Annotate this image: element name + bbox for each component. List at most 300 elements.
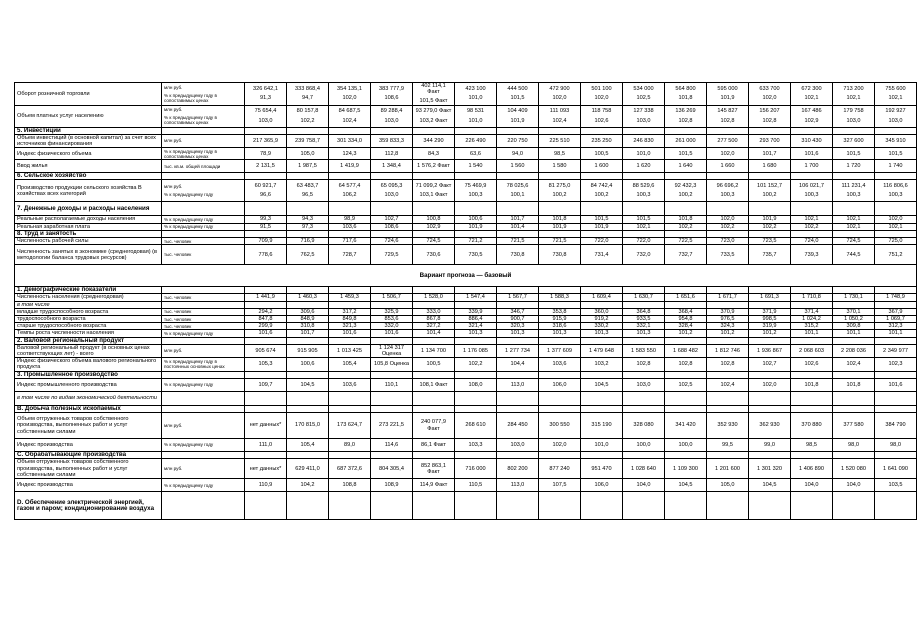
unit-label: тыс. человек (164, 323, 192, 329)
value-text: 102,9 (804, 117, 819, 124)
empty-cell (539, 337, 581, 344)
value-cell (707, 330, 749, 337)
value-text: 721,2 (468, 238, 483, 245)
empty-cell (875, 230, 917, 237)
value-cell (833, 148, 875, 160)
value-text: 359 833,3 (379, 137, 404, 144)
value-text: 315 190 (591, 422, 612, 429)
value-cell (875, 83, 917, 106)
value-cell (707, 105, 749, 127)
value-text: 84 742,4 (590, 183, 613, 190)
empty-cell (623, 391, 665, 405)
value-text: 105,8 Оценка (374, 361, 409, 368)
empty-cell (329, 391, 371, 405)
empty-cell (833, 287, 875, 294)
value-cell (287, 216, 329, 223)
value-cell (245, 459, 287, 479)
value-text: 744,5 (846, 251, 861, 258)
empty-cell (539, 173, 581, 180)
value-text: 751,2 (888, 251, 903, 258)
table-row (15, 358, 917, 371)
empty-cell (413, 287, 455, 294)
section-heading: 1. Демографические показатели (15, 287, 162, 294)
value-text: 294,2 (258, 308, 273, 315)
value-cell (413, 459, 455, 479)
value-cell (329, 105, 371, 127)
value-text: 101,0 (636, 150, 651, 157)
value-text: 101,8 (552, 216, 567, 223)
value-cell (287, 105, 329, 127)
section-heading: D. Обеспечение электрической энергией, газом и паром; кондиционирование воздуха (15, 492, 162, 520)
empty-cell (287, 337, 329, 344)
value-cell (329, 344, 371, 357)
value-cell (749, 180, 791, 202)
value-text: 1 419,9 (340, 163, 359, 170)
empty-cell (245, 371, 287, 378)
empty-cell (833, 371, 875, 378)
value-text: 318,6 (552, 323, 567, 330)
value-cell (455, 238, 497, 245)
value-text: 98,9 (344, 216, 355, 223)
value-text: 2 131,5 (256, 163, 275, 170)
value-cell (329, 83, 371, 106)
value-cell (875, 245, 917, 265)
empty-cell (371, 287, 413, 294)
value-text: 99,3 (260, 216, 271, 223)
value-cell (455, 330, 497, 337)
value-cell (623, 308, 665, 315)
value-cell (875, 479, 917, 492)
empty-cell (581, 301, 623, 308)
value-cell (581, 308, 623, 315)
empty-cell (287, 391, 329, 405)
value-text: 102,2 (300, 117, 315, 124)
empty-cell (749, 371, 791, 378)
value-text: 64 577,4 (338, 183, 361, 190)
indicator-name: Валовой региональный продукт (в основных ценах соответствующих лет) - всего (15, 344, 162, 357)
empty-cell (245, 337, 287, 344)
value-text: 104,5 (300, 381, 315, 388)
empty-cell (833, 127, 875, 134)
indicator-name: старше трудоспособного возраста (15, 323, 162, 330)
value-cell (833, 323, 875, 330)
value-cell (371, 378, 413, 391)
value-text: 96,6 (260, 192, 271, 199)
value-text: 1 109 300 (673, 465, 698, 472)
empty-cell (749, 287, 791, 294)
value-cell (413, 316, 455, 323)
section-heading: 2. Валовой региональный продукт (15, 337, 162, 344)
value-text: 101,3 (552, 330, 567, 337)
value-cell (245, 134, 287, 147)
value-cell (791, 479, 833, 492)
value-cell (329, 358, 371, 371)
empty-cell (581, 127, 623, 134)
value-cell (875, 378, 917, 391)
value-text: 2 068 603 (799, 347, 824, 354)
value-cell (875, 439, 917, 452)
empty-cell (581, 287, 623, 294)
value-text: 728,7 (342, 251, 357, 258)
empty-cell (455, 287, 497, 294)
value-cell (287, 323, 329, 330)
value-text: 1 812 746 (715, 347, 740, 354)
value-text: 101,5 (846, 150, 861, 157)
value-cell (455, 479, 497, 492)
value-cell (539, 378, 581, 391)
value-text: 368,4 (678, 308, 693, 315)
empty-cell (162, 173, 245, 180)
value-cell (497, 223, 539, 230)
value-cell (665, 358, 707, 371)
value-cell (287, 160, 329, 173)
empty-cell (875, 127, 917, 134)
value-text: 1 024,2 (802, 316, 821, 323)
value-text: 332,0 (384, 323, 399, 330)
empty-cell (497, 371, 539, 378)
empty-cell (833, 492, 875, 520)
empty-cell (245, 301, 287, 308)
value-cell (875, 223, 917, 230)
value-cell (245, 308, 287, 315)
value-text: 102,1 (804, 95, 819, 102)
value-text: 101,9 (720, 95, 735, 102)
value-text: 1 641 090 (883, 465, 908, 472)
unit-label: % к предыдущему году (164, 224, 214, 230)
value-cell (791, 323, 833, 330)
value-text: 103,0 (384, 117, 399, 124)
value-cell (539, 323, 581, 330)
value-text: 951 470 (591, 465, 612, 472)
empty-cell (162, 202, 245, 216)
value-cell (833, 223, 875, 230)
empty-cell (539, 301, 581, 308)
empty-cell (833, 391, 875, 405)
value-cell (329, 134, 371, 147)
value-text: 104,5 (678, 482, 693, 489)
value-text: 299,9 (258, 323, 273, 330)
value-cell (455, 216, 497, 223)
value-cell (623, 413, 665, 439)
value-text: 1 660 (720, 163, 735, 170)
value-cell (875, 294, 917, 301)
unit-cell (162, 316, 245, 323)
value-text: 101,0 (468, 95, 483, 102)
empty-cell (875, 405, 917, 412)
value-cell (329, 294, 371, 301)
value-cell (833, 378, 875, 391)
section-heading-row (15, 287, 917, 294)
value-cell (833, 238, 875, 245)
value-cell (497, 378, 539, 391)
value-text: 105,4 (342, 361, 357, 368)
value-text: 102,7 (384, 216, 399, 223)
value-cell (329, 316, 371, 323)
value-text: 65 095,3 (380, 183, 403, 190)
value-text: 330,2 (594, 323, 609, 330)
value-cell (287, 238, 329, 245)
indicator-name: Объем инвестиций (в основной капитал) за счет всех источников финансирования (15, 134, 162, 147)
section-heading-row (15, 230, 917, 237)
empty-cell (287, 371, 329, 378)
value-text: 101,6 (888, 381, 903, 388)
value-cell (539, 134, 581, 147)
unit-cell (162, 459, 245, 479)
value-text: 102,0 (342, 95, 357, 102)
empty-cell (665, 337, 707, 344)
value-cell (497, 294, 539, 301)
value-text: 91,5 (260, 223, 271, 230)
value-cell (791, 294, 833, 301)
value-text: 325,9 (384, 308, 399, 315)
value-cell (749, 294, 791, 301)
value-text: 100,2 (594, 192, 609, 199)
value-text: 192 927 (885, 108, 906, 115)
value-cell (665, 83, 707, 106)
value-text: 852 863,1 Факт (421, 462, 446, 475)
value-text: 1 730,1 (844, 294, 863, 301)
empty-cell (581, 230, 623, 237)
value-text: 102,2 (762, 223, 777, 230)
value-text: 102,1 (636, 223, 651, 230)
value-text: 102,1 (846, 95, 861, 102)
empty-cell (455, 452, 497, 459)
value-text: 595 000 (717, 86, 738, 93)
indicator-name: Численность занятых в экономике (среднегодовая) (в методологии баланса трудовых ресурсов) (15, 245, 162, 265)
value-text: 80 157,8 (296, 108, 319, 115)
value-cell (497, 216, 539, 223)
value-text: 246 830 (633, 137, 654, 144)
empty-cell (371, 337, 413, 344)
value-cell (665, 223, 707, 230)
value-text: 127 338 (633, 108, 654, 115)
value-cell (371, 148, 413, 160)
empty-cell (497, 492, 539, 520)
value-text: 103,0 (636, 381, 651, 388)
unit-label: тыс. кв.м. общей площади (164, 163, 221, 169)
empty-cell (707, 230, 749, 237)
indicator-name: Ввод жилья (15, 160, 162, 173)
value-cell (497, 459, 539, 479)
value-text: 1 987,5 (298, 163, 317, 170)
value-cell (455, 439, 497, 452)
indicator-name: Реальные располагаемые доходы населения (15, 216, 162, 223)
unit-label: % к предыдущему году (164, 382, 214, 388)
indicator-name: Индекс производства (15, 479, 162, 492)
value-text: 346,7 (510, 308, 525, 315)
empty-cell (581, 202, 623, 216)
empty-cell (245, 230, 287, 237)
value-cell (749, 479, 791, 492)
empty-cell (413, 371, 455, 378)
section-heading-row (15, 452, 917, 459)
value-cell (707, 479, 749, 492)
unit-cell (162, 216, 245, 223)
value-cell (539, 479, 581, 492)
value-cell (455, 378, 497, 391)
value-text: 100,2 (678, 192, 693, 199)
value-text: 730,8 (510, 251, 525, 258)
value-cell (581, 316, 623, 323)
value-text: 905 674 (255, 347, 276, 354)
value-cell (875, 105, 917, 127)
value-text: 103,6 (342, 381, 357, 388)
value-cell (791, 413, 833, 439)
value-cell (749, 148, 791, 160)
value-text: 319,9 (762, 323, 777, 330)
value-cell (665, 294, 707, 301)
value-text: 102,2 (678, 223, 693, 230)
value-text: 103,0 (258, 117, 273, 124)
value-text: 99,5 (722, 441, 733, 448)
empty-cell (707, 287, 749, 294)
empty-cell (497, 173, 539, 180)
empty-cell (162, 230, 245, 237)
value-text: 886,4 (468, 316, 483, 323)
value-cell (497, 316, 539, 323)
value-cell (833, 413, 875, 439)
value-cell (749, 439, 791, 452)
value-text: 118 758 (591, 108, 612, 115)
value-cell (371, 439, 413, 452)
value-text: 402 114,1 Факт (421, 83, 446, 96)
value-cell (497, 180, 539, 202)
empty-cell (833, 301, 875, 308)
value-cell (791, 459, 833, 479)
table-row (15, 323, 917, 330)
empty-cell (749, 492, 791, 520)
value-cell (539, 330, 581, 337)
value-text: 92 432,3 (674, 183, 697, 190)
value-text: 101,7 (300, 330, 315, 337)
value-text: 102,8 (720, 361, 735, 368)
empty-cell (245, 127, 287, 134)
unit-label: млн руб. (164, 466, 183, 472)
unit-label: % к предыдущему году (164, 192, 214, 198)
empty-cell (413, 452, 455, 459)
section-heading: 3. Промышленное производство (15, 371, 162, 378)
value-text: 99,0 (764, 441, 775, 448)
value-cell (707, 308, 749, 315)
value-cell (455, 83, 497, 106)
value-text: 100,1 (510, 192, 525, 199)
empty-cell (245, 287, 287, 294)
value-cell (749, 134, 791, 147)
value-text: 1 740 (888, 163, 903, 170)
value-cell (833, 245, 875, 265)
empty-cell (791, 337, 833, 344)
value-cell (413, 180, 455, 202)
value-cell (665, 413, 707, 439)
value-cell (581, 378, 623, 391)
value-text: 86,1 Факт (421, 441, 446, 448)
empty-cell (497, 301, 539, 308)
empty-cell (329, 452, 371, 459)
empty-cell (455, 202, 497, 216)
value-cell (329, 148, 371, 160)
value-cell (623, 439, 665, 452)
empty-cell (623, 452, 665, 459)
unit-cell (162, 294, 245, 301)
value-cell (497, 83, 539, 106)
value-text: 713 200 (843, 86, 864, 93)
value-cell (791, 330, 833, 337)
value-text: 101 152,7 (757, 183, 782, 190)
empty-cell (455, 301, 497, 308)
value-text: 724,5 (426, 238, 441, 245)
empty-cell (162, 127, 245, 134)
value-cell (413, 330, 455, 337)
value-cell (539, 160, 581, 173)
value-cell (707, 358, 749, 371)
empty-cell (329, 492, 371, 520)
value-text: 101,8 (678, 95, 693, 102)
value-cell (707, 160, 749, 173)
value-cell (497, 323, 539, 330)
value-cell (707, 316, 749, 323)
value-cell (665, 439, 707, 452)
value-text: 1 348,4 (382, 163, 401, 170)
empty-cell (749, 405, 791, 412)
value-text: 1 691,3 (760, 294, 779, 301)
value-text: 344 290 (423, 137, 444, 144)
value-text: 268 610 (465, 422, 486, 429)
value-text: 226 490 (465, 137, 486, 144)
unit-cell (162, 413, 245, 439)
value-text: 89,0 (344, 441, 355, 448)
unit-label: тыс. человек (164, 316, 192, 322)
value-text: 102,6 (594, 117, 609, 124)
empty-cell (665, 492, 707, 520)
empty-cell (539, 492, 581, 520)
value-cell (497, 413, 539, 439)
empty-cell (581, 492, 623, 520)
value-text: 98 531 (466, 108, 485, 115)
value-cell (371, 316, 413, 323)
value-text: 101,1 (888, 330, 903, 337)
unit-cell (162, 223, 245, 230)
indicator-name: Индекс производства (15, 439, 162, 452)
value-text: нет данных* (249, 422, 282, 429)
value-text: 101,2 (720, 330, 735, 337)
value-text: 97,3 (302, 223, 313, 230)
empty-cell (497, 287, 539, 294)
value-text: 501 100 (591, 86, 612, 93)
value-text: 102,4 (846, 361, 861, 368)
value-text: 170 815,0 (295, 422, 320, 429)
value-cell (245, 83, 287, 106)
value-text: 101,2 (762, 330, 777, 337)
value-text: 102,2 (720, 223, 735, 230)
value-text: 310 430 (801, 137, 822, 144)
value-text: 104,5 (762, 482, 777, 489)
value-cell (875, 344, 917, 357)
value-cell (875, 238, 917, 245)
value-text: 324,3 (720, 323, 735, 330)
value-text: 722,5 (678, 238, 693, 245)
value-text: 472 900 (549, 86, 570, 93)
value-text: 564 800 (675, 86, 696, 93)
empty-cell (162, 301, 245, 308)
value-cell (287, 439, 329, 452)
value-text: 804 305,4 (379, 465, 404, 472)
value-text: 101,8 (678, 216, 693, 223)
value-cell (623, 105, 665, 127)
value-text: 1 460,3 (298, 294, 317, 301)
value-cell (707, 344, 749, 357)
value-cell (875, 148, 917, 160)
value-text: 108,6 (384, 223, 399, 230)
